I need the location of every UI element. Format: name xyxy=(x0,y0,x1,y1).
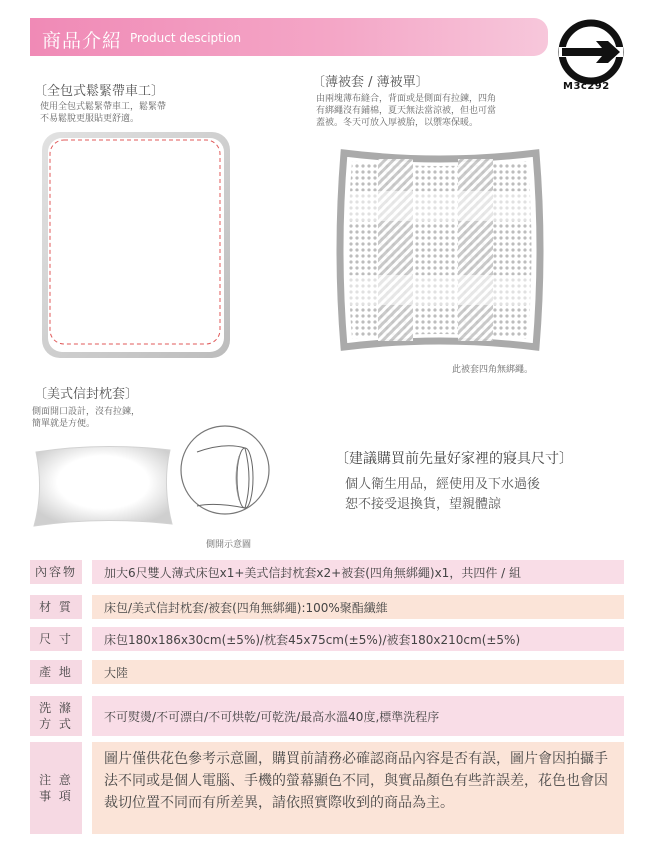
advice-body: 個人衛生用品，經使用及下水過後 恕不接受退換貨，望親體諒 xyxy=(345,477,541,512)
spec-label: 洗 滌 方 式 xyxy=(30,696,82,736)
page-title: 商品介紹 xyxy=(42,30,123,52)
pillow-caption: 側開示意圖 xyxy=(206,540,252,550)
quilt-section-desc: 由兩塊薄布縫合，背面或是側面有拉鍊，四角 有綁繩沒有鋪棉，夏天無法當涼被，但也可當 蓋被。冬天可放入厚被胎，以禦寒保暖。 xyxy=(316,94,497,128)
spec-value: 加大6尺雙人薄式床包x1+美式信封枕套x2+被套(四角無綁繩)x1，共四件 / 組 xyxy=(92,560,624,584)
spec-label: 內容物 xyxy=(30,560,82,584)
pillow-illustration xyxy=(30,440,175,530)
spec-label: 注 意 事 項 xyxy=(30,742,82,834)
spec-value: 圖片僅供花色參考示意圖，購買前請務必確認商品內容是否有誤，圖片會因拍攝手法不同或是個人電腦、手機的螢幕顯色不同，與實品顏色有些許誤差，花色也會因裁切位置不同而有所差異，請依照實際收到的商品為主。 xyxy=(92,742,624,834)
spec-value: 大陸 xyxy=(92,660,624,684)
spec-row-origin xyxy=(30,660,624,684)
advice-title: 〔建議購買前先量好家裡的寢具尺寸〕 xyxy=(335,451,573,467)
spec-row-contents xyxy=(30,560,624,584)
side-opening-diagram xyxy=(175,410,285,535)
spec-row-washing xyxy=(30,696,624,736)
spec-value: 床包180x186x30cm(±5%)/枕套45x75cm(±5%)/被套180x210cm(±5%) xyxy=(92,627,624,651)
fitted-section-desc: 使用全包式鬆緊帶車工，鬆緊帶 不易鬆脫更服貼更舒適。 xyxy=(40,102,167,124)
page-subtitle: Product desciption xyxy=(130,31,242,45)
spec-row-notes xyxy=(30,742,624,834)
spec-value: 床包/美式信封枕套/被套(四角無綁繩):100%聚酯纖維 xyxy=(92,595,624,619)
spec-value: 不可熨燙/不可漂白/不可烘乾/可乾洗/最高水溫40度,標準洗程序 xyxy=(92,696,624,736)
fitted-section-title: 〔全包式鬆緊帶車工〕 xyxy=(34,84,165,99)
fitted-sheet-illustration xyxy=(40,130,232,360)
quilt-caption: 此被套四角無綁繩。 xyxy=(452,365,534,375)
certification-code: M3c292 xyxy=(563,81,610,92)
spec-label: 尺 寸 xyxy=(30,627,82,651)
spec-row-material xyxy=(30,595,624,619)
spec-label: 產 地 xyxy=(30,660,82,684)
spec-label: 材 質 xyxy=(30,595,82,619)
quilt-section-title: 〔薄被套 / 薄被單〕 xyxy=(312,75,429,90)
pillow-section-desc: 側面開口設計，沒有拉鍊， 簡單就是方便。 xyxy=(32,407,141,429)
quilt-cover-illustration xyxy=(330,145,550,355)
pillow-section-title: 〔美式信封枕套〕 xyxy=(34,387,139,402)
spec-row-size xyxy=(30,627,624,651)
